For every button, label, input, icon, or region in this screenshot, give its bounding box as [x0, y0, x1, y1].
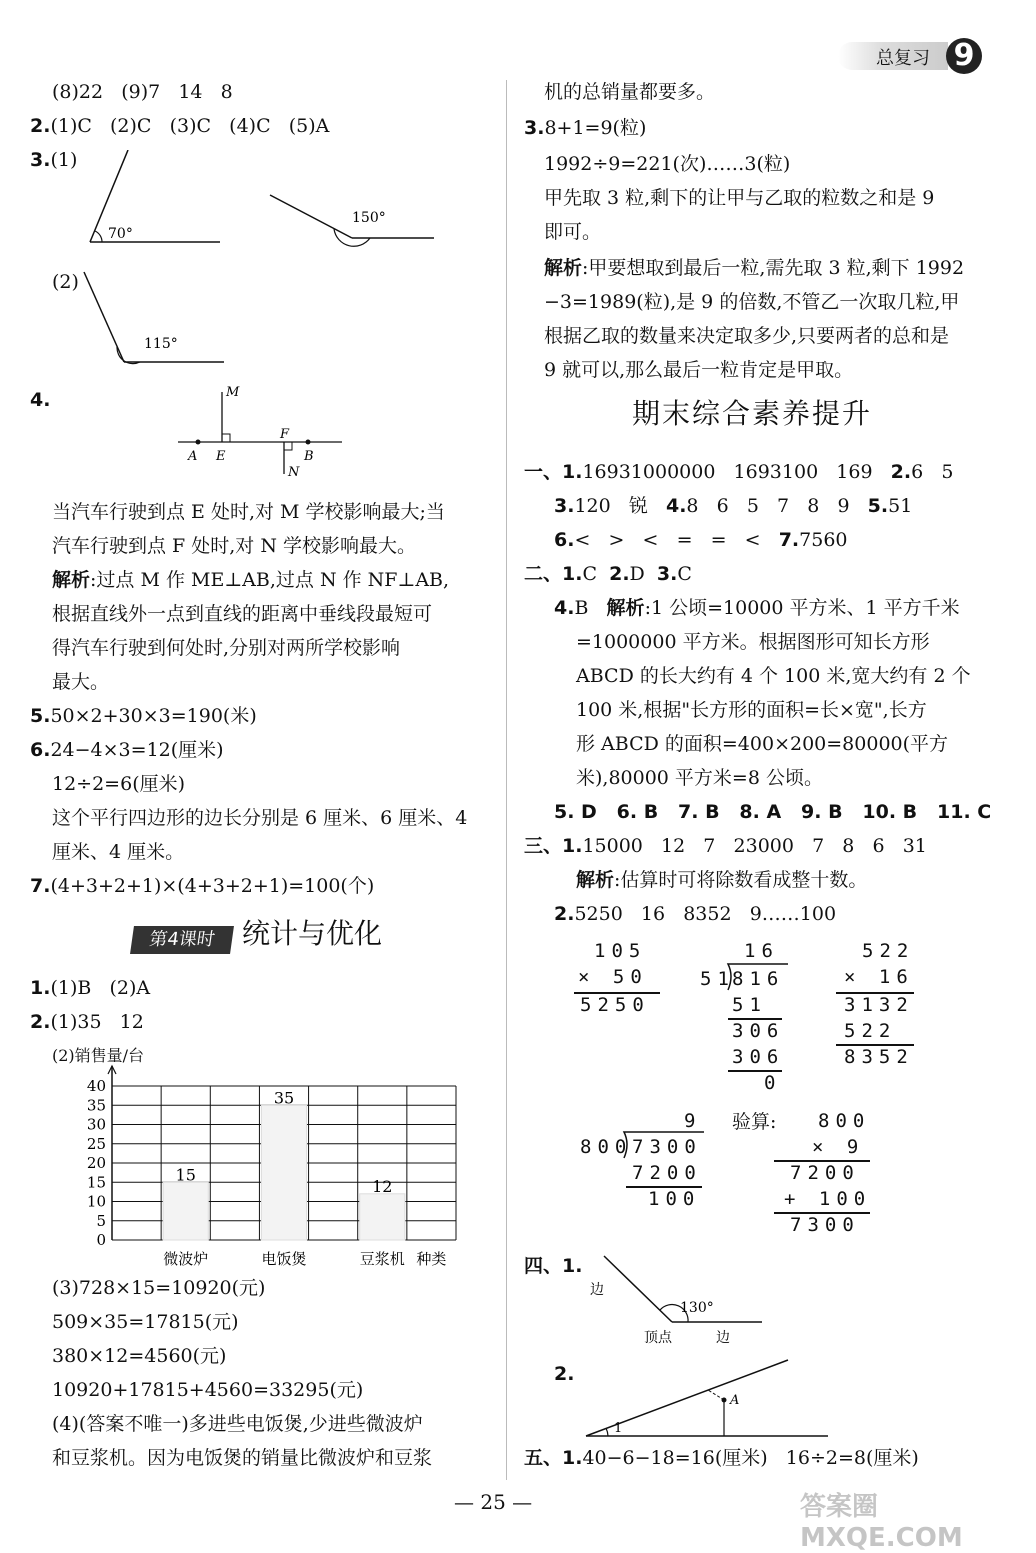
answer-line: 五、1.40−6−18=16(厘米) 16÷2=8(厘米): [524, 1447, 919, 1469]
answer-line: 解析:甲要想取到最后一粒,需先取 3 粒,剩下 1992: [544, 257, 965, 279]
calc-line: 816: [732, 968, 785, 990]
answer-line: 2.5250 16 8352 9……100: [554, 903, 837, 925]
answer-line: 厘米、4 厘米。: [52, 841, 185, 863]
answer-line: 2.: [554, 1363, 575, 1385]
y-tick-label: 0: [96, 1231, 106, 1249]
right-column: [518, 0, 1018, 1536]
calc-line: 522: [844, 1020, 897, 1042]
x-category-label: 豆浆机: [359, 1250, 405, 1268]
answer-line: 2.(1)35 12: [30, 1011, 144, 1033]
section-title: 期末综合素养提升: [632, 397, 873, 430]
answer-line: 得汽车行驶到何处时,分别对两所学校影响: [52, 637, 401, 659]
answer-line: 3.8+1=9(粒): [524, 117, 647, 139]
angle-130-label: 130°: [680, 1300, 714, 1316]
left-column: [0, 0, 500, 1536]
answer-line: 汽车行驶到点 F 处时,对 N 学校影响最大。: [52, 535, 417, 557]
side-label: 边: [716, 1330, 730, 1346]
calc-line: 3132: [844, 994, 914, 1016]
x-axis-label: 种类: [416, 1250, 447, 1268]
calc-line: × 9: [812, 1136, 865, 1158]
calc-line: 16: [744, 940, 779, 962]
calc-line: 0: [764, 1072, 782, 1094]
x-category-label: 电饭煲: [261, 1250, 307, 1268]
header-section-label: 总复习: [876, 48, 930, 69]
answer-line: 380×12=4560(元): [52, 1345, 227, 1367]
calc-line: 7300: [632, 1136, 702, 1158]
answer-line: 5. D 6. B 7. B 8. A 9. B 10. B 11. C: [554, 801, 992, 823]
bar-value-label: 35: [273, 1088, 295, 1108]
lesson-badge: 第4课时: [130, 926, 234, 954]
answer-line: 6.24−4×3=12(厘米): [30, 739, 224, 761]
y-tick-label: 15: [86, 1173, 106, 1192]
calc-line: 800: [818, 1110, 871, 1132]
angle-115-label: 115°: [144, 336, 178, 352]
side-label: 边: [590, 1282, 604, 1298]
angle-70-label: 70°: [108, 226, 133, 242]
calc-line: + 100: [784, 1188, 872, 1210]
calc-line: 8352: [844, 1046, 914, 1068]
lesson-title: 统计与优化: [242, 917, 383, 950]
answer-line: 当汽车行驶到点 E 处时,对 M 学校影响最大;当: [52, 501, 445, 523]
answer-line: =1000000 平方米。根据图形可知长方形: [576, 631, 930, 653]
y-tick-label: 35: [86, 1096, 106, 1115]
perpendicular-diagram: [170, 380, 350, 480]
answer-line: 甲先取 3 粒,剩下的让甲与乙取的粒数之和是 9: [544, 187, 935, 209]
calc-line: 522: [862, 940, 915, 962]
y-tick-label: 10: [86, 1192, 106, 1211]
bar: [261, 1105, 306, 1240]
svg-text:M: M: [226, 385, 240, 400]
svg-text:E: E: [216, 449, 226, 464]
answer-line: 7.(4+3+2+1)×(4+3+2+1)=100(个): [30, 875, 375, 897]
answer-line: 5.50×2+30×3=190(米): [30, 705, 257, 727]
y-tick-label: 25: [86, 1134, 106, 1153]
answer-line: 根据乙取的数量来决定取多少,只要两者的总和是: [544, 325, 950, 347]
answer-line: 解析:过点 M 作 ME⊥AB,过点 N 作 NF⊥AB,: [52, 569, 450, 591]
svg-text:B: B: [304, 449, 314, 464]
svg-text:N: N: [288, 465, 300, 480]
answer-line: 形 ABCD 的面积=400×200=80000(平方: [576, 733, 949, 755]
answer-line: 二、1.C 2.D 3.C: [524, 563, 692, 585]
answer-line: 3.(1): [30, 149, 78, 171]
calc-line: 100: [648, 1188, 701, 1210]
answer-line: (8)22 (9)7 14 8: [52, 81, 233, 103]
vertex-label: 顶点: [644, 1330, 672, 1346]
page-number: — 25 —: [454, 1490, 533, 1514]
answer-line: 即可。: [544, 221, 602, 243]
x-category-label: 微波炉: [163, 1250, 209, 1268]
answer-line: 4.: [30, 389, 51, 411]
answer-line: 解析:估算时可将除数看成整十数。: [576, 869, 868, 891]
angle-150-label: 150°: [352, 210, 386, 226]
answer-line: 1.(1)B (2)A: [30, 977, 151, 999]
answer-line: 2.(1)C (2)C (3)C (4)C (5)A: [30, 115, 330, 137]
y-tick-label: 30: [86, 1115, 106, 1134]
watermark: 答案圈 MXQE.COM: [800, 1492, 963, 1553]
y-tick-label: 5: [96, 1211, 106, 1230]
answer-line: 1992÷9=221(次)……3(粒): [544, 153, 791, 175]
y-tick-label: 40: [86, 1077, 106, 1095]
bar: [163, 1182, 208, 1240]
calc-line: 51: [732, 994, 767, 1016]
answer-line: 机的总销量都要多。: [544, 81, 716, 103]
chart-caption: (2)销售量/台: [52, 1046, 145, 1065]
calc-line: 7300: [790, 1214, 860, 1236]
answer-line: 10920+17815+4560=33295(元): [52, 1379, 364, 1401]
answer-line: −3=1989(粒),是 9 的倍数,不管乙一次取几粒,甲: [544, 291, 960, 313]
svg-text:F: F: [280, 427, 290, 442]
answer-line: 根据直线外一点到直线的距离中垂线段最短可: [52, 603, 433, 625]
angle-1-label: 1: [614, 1421, 623, 1436]
y-tick-label: 20: [86, 1154, 106, 1172]
calc-line: 51: [700, 968, 735, 990]
answer-line: ABCD 的长大约有 4 个 100 米,宽大约有 2 个: [576, 665, 971, 687]
answer-line: 3.120 锐 4.8 6 5 7 8 9 5.51: [554, 495, 913, 517]
calc-line: 800: [580, 1136, 633, 1158]
answer-line: (2): [52, 271, 79, 293]
angle-130-diagram: [568, 1250, 768, 1350]
column-divider: [506, 80, 507, 1480]
bar-value-label: 15: [175, 1165, 196, 1185]
angle-diagrams-1: [80, 150, 440, 250]
answer-line: 四、1.: [524, 1255, 583, 1277]
answer-line: 最大。: [52, 671, 110, 693]
answer-line: 12÷2=6(厘米): [52, 773, 186, 795]
calc-line: 7200: [632, 1162, 702, 1184]
calc-line: 7200: [790, 1162, 860, 1184]
header-chapter-badge: 9: [946, 38, 982, 74]
calc-line: 5250: [580, 994, 650, 1016]
svg-text:A: A: [188, 449, 198, 464]
answer-line: 一、1.16931000000 1693100 169 2.6 5: [524, 461, 954, 483]
bar: [360, 1194, 405, 1240]
answer-line: 米),80000 平方米=8 公顷。: [576, 767, 823, 789]
calc-line: 306: [732, 1046, 785, 1068]
calc-line: × 50: [578, 966, 648, 988]
answer-line: (3)728×15=10920(元): [52, 1277, 266, 1299]
answer-line: 4.B 解析:1 公顷=10000 平方米、1 平方千米: [554, 597, 960, 619]
point-a-label: A: [730, 1393, 740, 1408]
answer-line: 9 就可以,那么最后一粒肯定是甲取。: [544, 359, 854, 381]
calc-line: × 16: [844, 966, 914, 988]
answer-line: 100 米,根据"长方形的面积=长×宽",长方: [576, 699, 927, 721]
answer-line: 509×35=17815(元): [52, 1311, 239, 1333]
angle-diagram-2: [80, 270, 240, 370]
answer-line: (4)(答案不唯一)多进些电饭煲,少进些微波炉: [52, 1413, 423, 1435]
calc-line: 9: [684, 1110, 702, 1132]
sales-bar-chart: [60, 1064, 480, 1274]
answer-line: 和豆浆机。因为电饭煲的销量比微波炉和豆浆: [52, 1447, 433, 1469]
calc-line: 306: [732, 1020, 785, 1042]
bar-value-label: 12: [372, 1176, 393, 1196]
calc-line: 105: [594, 940, 647, 962]
answer-line: 这个平行四边形的边长分别是 6 厘米、6 厘米、4: [52, 807, 468, 829]
answer-line: 三、1.15000 12 7 23000 7 8 6 31: [524, 835, 927, 857]
angle-1-diagram: [578, 1350, 838, 1440]
check-label: 验算:: [732, 1111, 777, 1133]
answer-line: 6.< > < = = < 7.7560: [554, 529, 848, 551]
